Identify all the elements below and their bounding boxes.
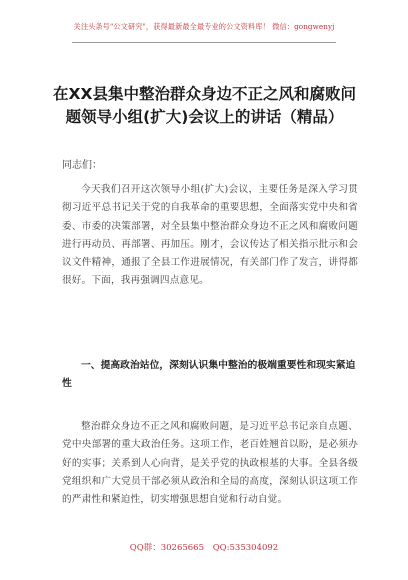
salutation: 同志们： <box>62 160 102 171</box>
body-paragraph-2: 整治群众身边不正之风和腐败问题，是习近平总书记亲自点题、党中央部署的重大政治任务。这项工作，老百姓翘首以盼，是必须办好的实事；关系到人心向背，是关乎党的执政根基的大事。全县各级党组织和广大党员干部必须从政治和全局的高度，深刻认识这项工作的严肃性和紧迫性，切实增强思想自觉和行动自觉。 <box>62 421 358 506</box>
footer-qq-group: QQ群：30265665 <box>129 543 204 553</box>
header-divider <box>72 42 336 43</box>
section-heading-1: 一、提高政治站位，深刻认识集中整治的极端重要性和现实紧迫性 <box>62 360 356 390</box>
body-paragraph-1: 今天我们召开这次领导小组(扩大)会议，主要任务是深入学习贯彻习近平总书记关于党的自我革命的重要思想，全面落实党中央和省委、市委的决策部署，对全县集中整治群众身边不正之风和腐败问题进行再动员、再部署、再加压。刚才，会议传达了相关指示批示和会议文件精神，通报了全县工作进展情况，有关部门作了发言，讲得都很好。下面，我再强调四点意见。 <box>62 184 358 287</box>
page-footer <box>0 541 408 553</box>
header-text: 关注头条号"公文研究"，获得最新最全最专业的公文资料库！ 微信：gongwenyj <box>73 22 335 31</box>
page-header <box>0 22 408 32</box>
document-title: 在XX县集中整治群众身边不正之风和腐败问题领导小组(扩大)会议上的讲话（精品） <box>53 85 356 126</box>
footer-qq: QQ:535304092 <box>212 543 279 553</box>
